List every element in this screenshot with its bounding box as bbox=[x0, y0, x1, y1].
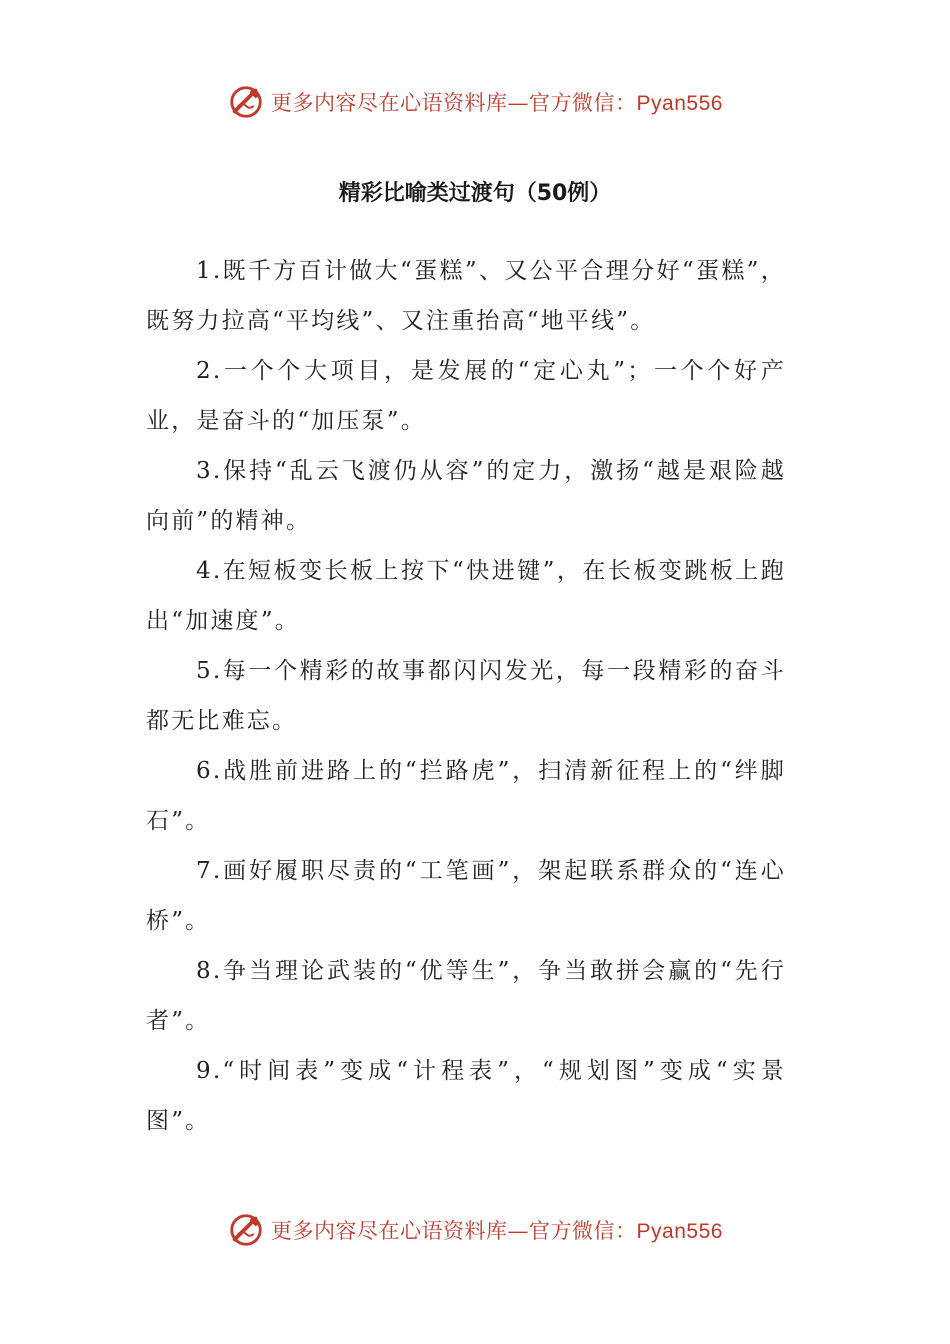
list-item: 4.在短板变长板上按下“快进键”，在长板变跳板上跑出“加速度”。 bbox=[146, 558, 786, 634]
pen-logo-icon bbox=[227, 83, 265, 121]
list-item: 3.保持“乱云飞渡仍从容”的定力，激扬“越是艰险越向前”的精神。 bbox=[146, 458, 786, 534]
wechat-id: Pyan556 bbox=[636, 92, 723, 115]
list-item: 5.每一个精彩的故事都闪闪发光，每一段精彩的奋斗都无比难忘。 bbox=[146, 658, 786, 734]
pen-logo-icon bbox=[227, 1211, 265, 1249]
list-item: 1.既千方百计做大“蛋糕”、又公平合理分好“蛋糕”，既努力拉高“平均线”、又注重抬高“地平线”。 bbox=[146, 258, 786, 334]
footer-watermark-banner bbox=[0, 1208, 950, 1252]
list-item: 6.战胜前进路上的“拦路虎”，扫清新征程上的“绊脚石”。 bbox=[146, 758, 786, 834]
list-item: 8.争当理论武装的“优等生”，争当敢拼会赢的“先行者”。 bbox=[146, 958, 786, 1034]
footer-banner-text: 更多内容尽在心语资料库—官方微信：Pyan556 bbox=[271, 1219, 723, 1243]
list-item: 2.一个个大项目，是发展的“定心丸”；一个个好产业，是奋斗的“加压泵”。 bbox=[146, 358, 786, 434]
list-item: 9.“时间表”变成“计程表”，“规划图”变成“实景图”。 bbox=[146, 1058, 786, 1134]
wechat-id: Pyan556 bbox=[636, 1220, 723, 1243]
header-watermark-banner bbox=[0, 80, 950, 124]
list-item: 7.画好履职尽责的“工笔画”，架起联系群众的“连心桥”。 bbox=[146, 858, 786, 934]
page-title: 精彩比喻类过渡句（50例） bbox=[338, 181, 612, 206]
document-body bbox=[146, 246, 786, 1146]
header-banner-text: 更多内容尽在心语资料库—官方微信：Pyan556 bbox=[271, 91, 723, 115]
